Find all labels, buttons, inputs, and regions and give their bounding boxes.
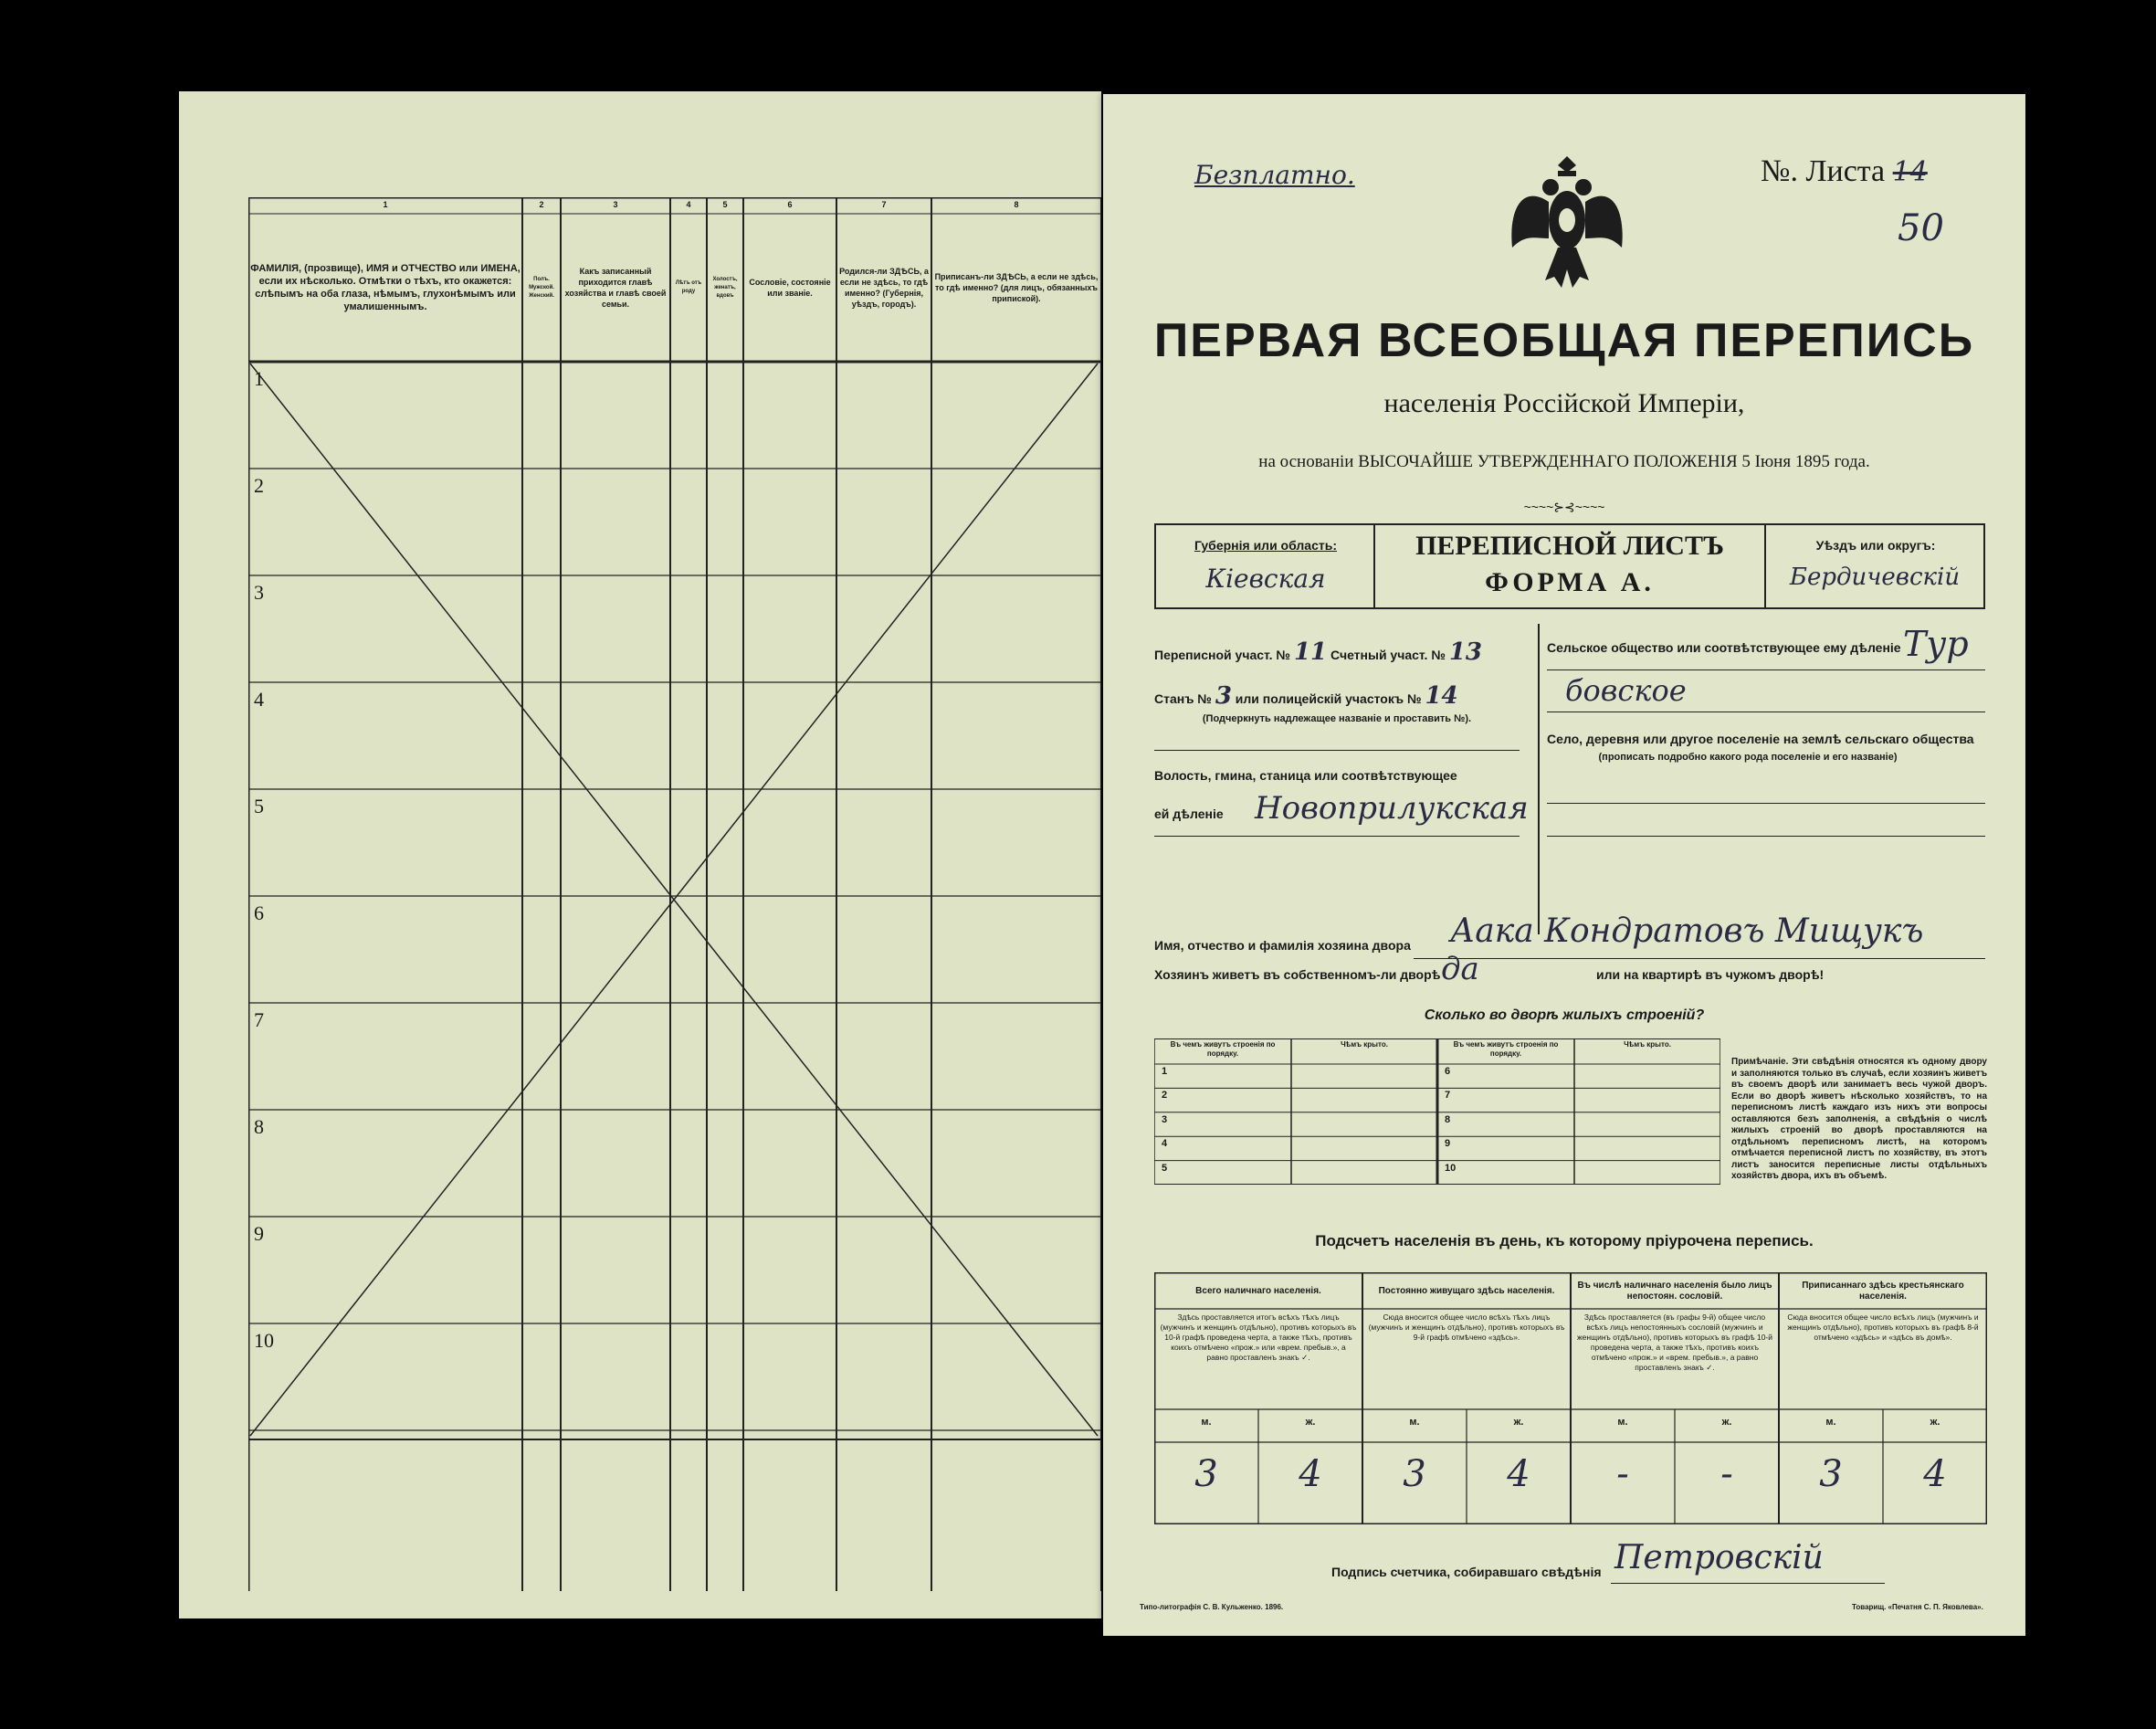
count-note: Здѣсь проставляется итогъ всѣхъ тѣхъ лицъ (мужчинъ и женщинъ отдѣльно), противъ которыхъ въ 10-й графѣ проведена черта, а также тѣхъ, противъ коихъ отмѣчено «прож.» или «врем. пребыв.», а равно проставленъ знакъ ✓. xyxy=(1160,1313,1357,1362)
gubernia-label: Губернія или область: xyxy=(1194,538,1338,553)
sheet-number-struck: 14 xyxy=(1892,156,1928,188)
owner-label: Имя, отчество и фамилія хозяина двора xyxy=(1154,938,1411,953)
column-number: 3 xyxy=(613,200,618,209)
uezd-label: Уѣздъ или округъ: xyxy=(1815,538,1936,553)
buildings-row-number: 2 xyxy=(1162,1090,1168,1102)
footer-right: Товарищ. «Печатня С. П. Яковлева». xyxy=(1852,1603,1983,1611)
legal-basis: на основаніи ВЫСОЧАЙШЕ УТВЕРЖДЕННАГО ПОЛОЖЕНІЯ 5 Іюня 1895 года. xyxy=(1258,452,1870,471)
village-label: Село, деревня или другое поселеніе на землѣ сельскаго общества xyxy=(1547,732,1974,746)
column-number: 7 xyxy=(881,200,887,209)
column-number: 5 xyxy=(722,200,728,209)
divider xyxy=(1154,836,1520,837)
count-value: - xyxy=(1720,1453,1733,1495)
column-header: Полъ. Мужской. Женский. xyxy=(529,276,554,299)
own-yard-label: Хозяинъ живетъ въ собственномъ-ли дворѣ xyxy=(1154,967,1441,982)
uezd-value: Бердичевскій xyxy=(1789,564,1961,591)
form-subtitle: ФОРМА А. xyxy=(1485,567,1655,597)
row-number: 5 xyxy=(254,795,264,817)
buildings-row-number: 5 xyxy=(1162,1162,1168,1174)
police-value: 14 xyxy=(1425,682,1458,710)
page-subtitle: населенія Россійской Имперіи, xyxy=(1383,388,1745,418)
note-text: Примѣчаніе. Эти свѣдѣнія относятся къ одному двору и заполняются только въ случаѣ, если хозяинъ живетъ въ своемъ дворѣ или занимаетъ весь чужой дворъ. Если во дворѣ живетъ нѣсколько хозяйствъ, то на переписномъ листѣ каждаго изъ нихъ эти вопросы оставляются безъ заполненія, а свѣдѣнія о числѣ жилыхъ строеній во дворѣ проставляются на отдѣльномъ переписномъ листѣ, на которомъ отмѣчается переписной листъ по хозяйству, въ этотъ листъ заносится переписные листы отдѣльныхъ хозяйствъ двора, ихъ въ объемѣ. xyxy=(1731,1057,1987,1181)
row-number: 10 xyxy=(254,1329,274,1352)
count-table xyxy=(1154,1272,1987,1524)
count-subheader: ж. xyxy=(1721,1417,1732,1428)
society-label: Сельское общество или соотвѣтствующее ему дѣленіе xyxy=(1547,640,1901,655)
divider xyxy=(1547,669,1985,670)
column-header: Какъ записанный приходится главѣ хозяйства и главѣ своей семьи. xyxy=(564,267,667,309)
gubernia-box xyxy=(1154,525,1375,607)
stan-line: Станъ № 3 или полицейскій участокъ № 14 xyxy=(1154,682,1458,710)
count-subheader: ж. xyxy=(1305,1417,1316,1428)
buildings-header: Чѣмъ крыто. xyxy=(1341,1040,1388,1049)
buildings-header: Чѣмъ крыто. xyxy=(1624,1040,1671,1049)
table-lines xyxy=(248,197,1101,1604)
buildings-header: Въ чемъ живутъ строенія по порядку. xyxy=(1453,1040,1559,1058)
buildings-row-number: 8 xyxy=(1445,1113,1451,1125)
right-page xyxy=(1103,94,2025,1636)
buildings-row-number: 10 xyxy=(1445,1162,1457,1174)
row-number: 7 xyxy=(254,1008,264,1031)
count-value: 3 xyxy=(1403,1453,1426,1495)
count-subheader: м. xyxy=(1201,1417,1212,1428)
census-table-grid xyxy=(248,197,1101,1604)
perepisnoy-uchastok-value: 11 xyxy=(1293,638,1328,666)
owner-value: Аака Кондратовъ Мищукъ xyxy=(1450,912,1924,950)
count-subheader: ж. xyxy=(1930,1417,1940,1428)
society-value-2: бовское xyxy=(1565,673,1687,708)
count-note: Здѣсь проставляется (въ графы 9-й) общее число всѣхъ лицъ непостоянныхъ сословій (мужчинъ и женщинъ отдѣльно), противъ которыхъ въ графѣ 10-й проведена черта, а также тѣхъ, противъ коихъ отмѣчено «прож.» и «врем. пребыв.», а равно проставленъ знакъ ✓. xyxy=(1576,1313,1773,1372)
column-header: Приписанъ-ли ЗДѢСЬ, а если не здѣсь, то гдѣ именно? (для лицъ, обязанныхъ припиской). xyxy=(934,272,1099,303)
count-subheader: м. xyxy=(1617,1417,1628,1428)
row-number: 3 xyxy=(254,581,264,604)
divider xyxy=(1154,750,1520,751)
count-subheader: ж. xyxy=(1513,1417,1524,1428)
column-number: 6 xyxy=(787,200,793,209)
count-title: Подсчетъ населенія въ день, къ которому пріурочена перепись. xyxy=(1315,1232,1814,1249)
buildings-row-number: 6 xyxy=(1445,1066,1451,1077)
left-page xyxy=(179,91,1101,1618)
form-title: ПЕРЕПИСНОЙ ЛИСТЪ xyxy=(1415,531,1724,561)
own-yard-value: да xyxy=(1441,951,1479,987)
count-value: 4 xyxy=(1299,1453,1322,1495)
uezd-box xyxy=(1764,525,1985,607)
gubernia-value: Кіевская xyxy=(1205,564,1326,594)
count-note: Сюда вносится общее число всѣхъ тѣхъ лицъ (мужчинъ и женщинъ отдѣльно), противъ которыхъ въ 9-й графѣ отмѣчено «здѣсь». xyxy=(1368,1313,1565,1342)
form-header-box xyxy=(1154,523,1985,609)
column-number: 2 xyxy=(539,200,544,209)
count-subheader: м. xyxy=(1825,1417,1836,1428)
volost-label-2: ей дѣленіе xyxy=(1154,807,1224,821)
row-number: 1 xyxy=(254,367,264,390)
rent-label: или на квартирѣ въ чужомъ дворѣ! xyxy=(1596,967,1825,982)
count-header: Въ числѣ наличнаго населенія было лицъ непостоян. сословій. xyxy=(1577,1281,1772,1302)
double-headed-eagle-icon xyxy=(1503,147,1631,293)
row-number: 6 xyxy=(254,901,264,924)
schetny-uchastok-value: 13 xyxy=(1448,638,1483,666)
divider xyxy=(1414,958,1985,959)
buildings-row-number: 4 xyxy=(1162,1138,1168,1150)
buildings-title: Сколько во дворѣ жилыхъ строеній? xyxy=(1424,1007,1705,1023)
volost-value: Новоприлукская xyxy=(1255,790,1529,827)
free-label: Безплатно. xyxy=(1194,160,1355,190)
count-subheader: м. xyxy=(1409,1417,1420,1428)
sheet-number-value: 50 xyxy=(1898,207,1944,249)
location-right-block xyxy=(1547,624,1985,934)
uchastok-line: Переписной участ. № 11 Счетный участ. № 13 xyxy=(1154,638,1483,666)
column-header: ФАМИЛІЯ, (прозвище), ИМЯ и ОТЧЕСТВО или ИМЕНА, если их нѣсколько. Отмѣтки о тѣхъ, кто окажется: слѣпымъ на оба глаза, нѣмымъ, глухонѣмымъ или умалишеннымъ. xyxy=(250,263,521,312)
location-left-block xyxy=(1154,624,1540,934)
column-header: Сословіе, состояніе или званіе. xyxy=(749,278,831,298)
village-note: (прописать подробно какого рода поселеніе и его названіе) xyxy=(1598,752,1898,763)
count-header: Приписаннаго здѣсь крестьянскаго населенія. xyxy=(1802,1281,1964,1302)
count-value: - xyxy=(1616,1453,1629,1495)
footer-left: Типо-литографія С. В. Кульженко. 1896. xyxy=(1140,1603,1284,1611)
signature-value: Петровскій xyxy=(1614,1539,1824,1576)
column-number: 1 xyxy=(383,200,388,209)
count-value: 3 xyxy=(1819,1453,1843,1495)
row-number: 2 xyxy=(254,474,264,497)
row-number: 8 xyxy=(254,1115,264,1138)
buildings-row-number: 3 xyxy=(1162,1113,1168,1125)
buildings-row-number: 9 xyxy=(1445,1138,1451,1150)
ornament: ~~~~⊱⊰~~~~ xyxy=(1523,500,1605,514)
buildings-table xyxy=(1154,1038,1720,1185)
underline-note: (Подчеркнуть надлежащее названіе и проставить №). xyxy=(1202,713,1472,724)
volost-label: Волость, гмина, станица или соотвѣтствующее xyxy=(1154,768,1457,783)
column-header: Холостъ, женатъ, вдовъ xyxy=(712,276,738,299)
divider xyxy=(1547,803,1985,804)
count-note: Сюда вносится общее число всѣхъ лицъ (мужчинъ и женщинъ отдѣльно), противъ которыхъ въ графѣ 8-й отмѣчено «здѣсь» и «здѣсь въ домѣ». xyxy=(1787,1313,1979,1342)
count-header: Постоянно живущаго здѣсь населенія. xyxy=(1378,1286,1555,1296)
count-value: 3 xyxy=(1194,1453,1218,1495)
divider xyxy=(1547,836,1985,837)
column-header: Родился-ли ЗДѢСЬ, а если не здѣсь, то гдѣ именно? (Губернія, уѣздъ, городъ). xyxy=(839,267,929,309)
buildings-header: Въ чемъ живутъ строенія по порядку. xyxy=(1170,1040,1276,1058)
buildings-row-number: 1 xyxy=(1162,1066,1168,1077)
count-value: 4 xyxy=(1923,1453,1947,1495)
buildings-row-number: 7 xyxy=(1445,1090,1451,1102)
column-header: Лѣтъ отъ роду xyxy=(675,280,702,294)
count-header: Всего наличнаго населенія. xyxy=(1195,1286,1321,1296)
row-number: 4 xyxy=(254,688,264,711)
column-number: 8 xyxy=(1014,200,1019,209)
society-value: Тур xyxy=(1903,624,1969,664)
row-number: 9 xyxy=(254,1222,264,1245)
stan-value: 3 xyxy=(1215,682,1232,710)
divider xyxy=(1611,1583,1885,1584)
signature-label: Подпись счетчика, собиравшаго свѣдѣнія xyxy=(1331,1565,1602,1579)
column-number: 4 xyxy=(686,200,691,209)
count-value: 4 xyxy=(1507,1453,1530,1495)
page-title: ПЕРВАЯ ВСЕОБЩАЯ ПЕРЕПИСЬ xyxy=(1153,314,1975,367)
sheet-number-label: №. Листа 14 xyxy=(1761,154,1928,188)
